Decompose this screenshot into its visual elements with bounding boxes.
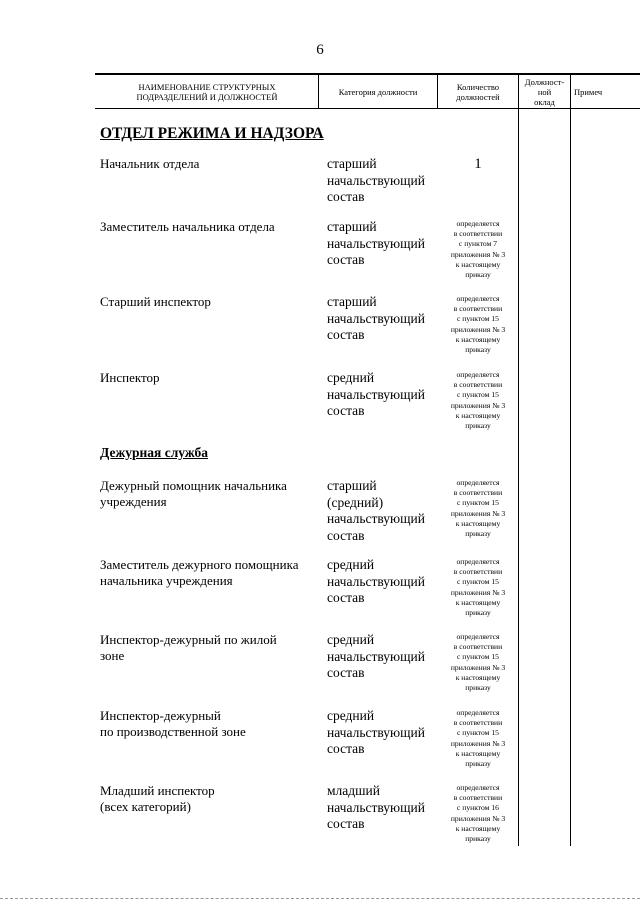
header-col-salary-text: Должност- ной оклад xyxy=(524,77,565,107)
position-quantity: определяется в соответствии с пунктом 16 приложения № 3 к настоящему приказу xyxy=(450,783,506,844)
position-quantity: определяется в соответствии с пунктом 7 приложения № 3 к настоящему приказу xyxy=(450,219,506,280)
header-col-name-text: НАИМЕНОВАНИЕ СТРУКТУРНЫХ ПОДРАЗДЕЛЕНИЙ И ДОЛЖНОСТЕЙ xyxy=(136,82,278,102)
header-col-category: Категория должности xyxy=(338,87,418,97)
position-quantity: определяется в соответствии с пунктом 15 приложения № 3 к настоящему приказу xyxy=(450,557,506,618)
header-col-quantity xyxy=(438,76,518,108)
position-quantity: определяется в соответствии с пунктом 15 приложения № 3 к настоящему приказу xyxy=(450,708,506,769)
position-name: Инспектор-дежурный по жилой зоне xyxy=(100,632,277,663)
column-divider-4 xyxy=(570,74,571,846)
position-name: Инспектор-дежурный по производственной зоне xyxy=(100,708,246,739)
position-category: средний начальствующий состав xyxy=(327,632,425,680)
position-quantity: определяется в соответствии с пунктом 15 приложения № 3 к настоящему приказу xyxy=(450,370,506,431)
column-divider-3 xyxy=(518,74,519,846)
position-category: средний начальствующий состав xyxy=(327,370,425,418)
position-category: старший (средний) начальствующий состав xyxy=(327,478,425,543)
position-name: Заместитель начальника отдела xyxy=(100,219,275,234)
position-category: старший начальствующий состав xyxy=(327,156,425,204)
header-col-salary xyxy=(519,76,570,108)
position-name: Инспектор xyxy=(100,370,160,385)
position-name: Заместитель дежурного помощника начальника учреждения xyxy=(100,557,299,588)
position-quantity: 1 xyxy=(474,156,482,172)
position-name: Младший инспектор (всех категорий) xyxy=(100,783,215,814)
position-quantity: определяется в соответствии с пунктом 15 приложения № 3 к настоящему приказу xyxy=(450,478,506,539)
header-col-name xyxy=(96,76,318,108)
position-quantity: определяется в соответствии с пунктом 15 приложения № 3 к настоящему приказу xyxy=(450,632,506,693)
scan-edge-line xyxy=(0,898,640,900)
header-bottom-border xyxy=(95,108,640,109)
position-category: младший начальствующий состав xyxy=(327,783,425,831)
header-col-notes: Примеч xyxy=(574,87,603,97)
position-category: средний начальствующий состав xyxy=(327,557,425,605)
position-category: средний начальствующий состав xyxy=(327,708,425,756)
position-name: Дежурный помощник начальника учреждения xyxy=(100,478,287,509)
header-col-quantity-text: Количество должностей xyxy=(456,82,500,102)
position-name: Старший инспектор xyxy=(100,294,211,309)
section-title-duty-service: Дежурная служба xyxy=(100,445,208,460)
position-category: старший начальствующий состав xyxy=(327,219,425,267)
section-title-regime: ОТДЕЛ РЕЖИМА И НАДЗОРА xyxy=(100,125,324,142)
position-quantity: определяется в соответствии с пунктом 15 приложения № 3 к настоящему приказу xyxy=(450,294,506,355)
table-top-border xyxy=(95,73,640,75)
position-name: Начальник отдела xyxy=(100,156,200,171)
position-category: старший начальствующий состав xyxy=(327,294,425,342)
page-number: 6 xyxy=(316,42,324,58)
